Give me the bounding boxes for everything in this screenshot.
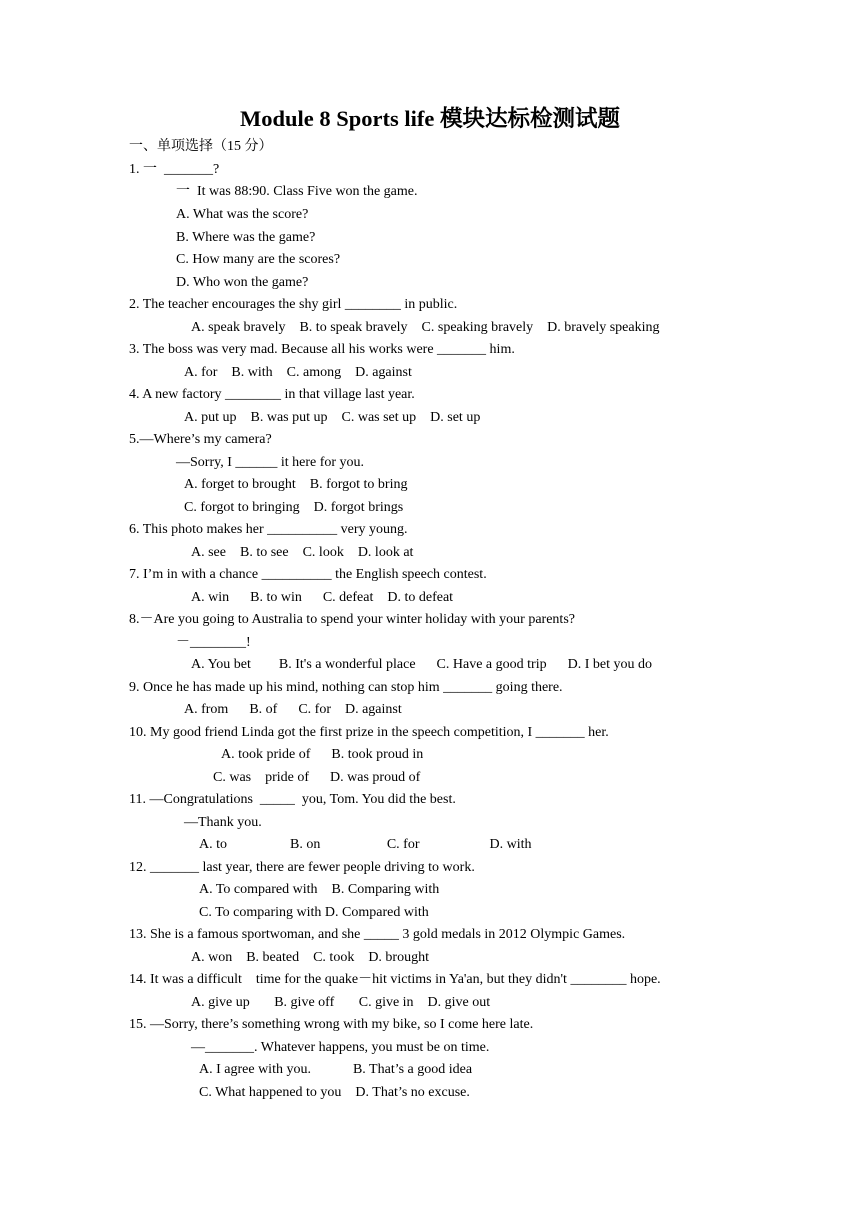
question-15-reply: —_______. Whatever happens, you must be on time. [191, 1040, 490, 1055]
question-14-options: A. give up B. give off C. give in D. give out [191, 995, 491, 1010]
question-1-stem: 1. 一 _______? [129, 162, 220, 177]
question-7-stem: 7. I’m in with a chance __________ the English speech contest. [129, 567, 487, 582]
section-heading: 一、单项选择（15 分） [129, 139, 273, 154]
question-11-stem: 11. —Congratulations _____ you, Tom. You did the best. [129, 792, 456, 807]
question-12-options-ab: A. To compared with B. Comparing with [199, 882, 440, 897]
question-9-options: A. from B. of C. for D. against [184, 702, 402, 717]
question-1-option-c: C. How many are the scores? [176, 252, 341, 267]
question-9-stem: 9. Once he has made up his mind, nothing can stop him _______ going there. [129, 680, 563, 695]
question-13-stem: 13. She is a famous sportwoman, and she _____ 3 gold medals in 2012 Olympic Games. [129, 927, 626, 942]
question-8-stem: 8.－Are you going to Australia to spend your winter holiday with your parents? [129, 612, 575, 627]
question-5-options-ab: A. forget to brought B. forgot to bring [184, 477, 408, 492]
question-6-options: A. see B. to see C. look D. look at [191, 545, 414, 560]
question-1-option-a: A. What was the score? [176, 207, 309, 222]
question-5-reply: —Sorry, I ______ it here for you. [176, 455, 365, 470]
question-12-options-cd: C. To comparing with D. Compared with [199, 905, 429, 920]
question-15-options-ab: A. I agree with you. B. That’s a good idea [199, 1062, 473, 1077]
question-11-options: A. to B. on C. for D. with [199, 837, 532, 852]
question-5-options-cd: C. forgot to bringing D. forgot brings [184, 500, 404, 515]
document-title: Module 8 Sports life 模块达标检测试题 [240, 106, 620, 131]
question-12-stem: 12. _______ last year, there are fewer people driving to work. [129, 860, 475, 875]
question-7-options: A. win B. to win C. defeat D. to defeat [191, 590, 454, 605]
question-1-option-b: B. Where was the game? [176, 230, 316, 245]
question-5-stem: 5.—Where’s my camera? [129, 432, 272, 447]
question-10-options-cd: C. was pride of D. was proud of [213, 770, 421, 785]
question-8-reply: －________! [176, 635, 251, 650]
question-1-option-d: D. Who won the game? [176, 275, 309, 290]
question-8-options: A. You bet B. It's a wonderful place C. Have a good trip D. I bet you do [191, 657, 652, 672]
question-14-stem: 14. It was a difficult time for the quake－hit victims in Ya'an, but they didn't ________ hope. [129, 972, 661, 987]
question-11-reply: —Thank you. [184, 815, 262, 830]
question-10-options-ab: A. took pride of B. took proud in [221, 747, 424, 762]
question-3-stem: 3. The boss was very mad. Because all his works were _______ him. [129, 342, 515, 357]
question-15-options-cd: C. What happened to you D. That’s no excuse. [199, 1085, 470, 1100]
question-6-stem: 6. This photo makes her __________ very young. [129, 522, 408, 537]
question-13-options: A. won B. beated C. took D. brought [191, 950, 429, 965]
question-4-options: A. put up B. was put up C. was set up D. set up [184, 410, 481, 425]
question-1-reply: 一 It was 88:90. Class Five won the game. [176, 184, 418, 199]
question-2-stem: 2. The teacher encourages the shy girl ________ in public. [129, 297, 458, 312]
question-10-stem: 10. My good friend Linda got the first prize in the speech competition, I _______ her. [129, 725, 609, 740]
question-2-options: A. speak bravely B. to speak bravely C. speaking bravely D. bravely speaking [191, 320, 660, 335]
question-4-stem: 4. A new factory ________ in that village last year. [129, 387, 415, 402]
question-15-stem: 15. —Sorry, there’s something wrong with my bike, so I come here late. [129, 1017, 534, 1032]
question-3-options: A. for B. with C. among D. against [184, 365, 412, 380]
